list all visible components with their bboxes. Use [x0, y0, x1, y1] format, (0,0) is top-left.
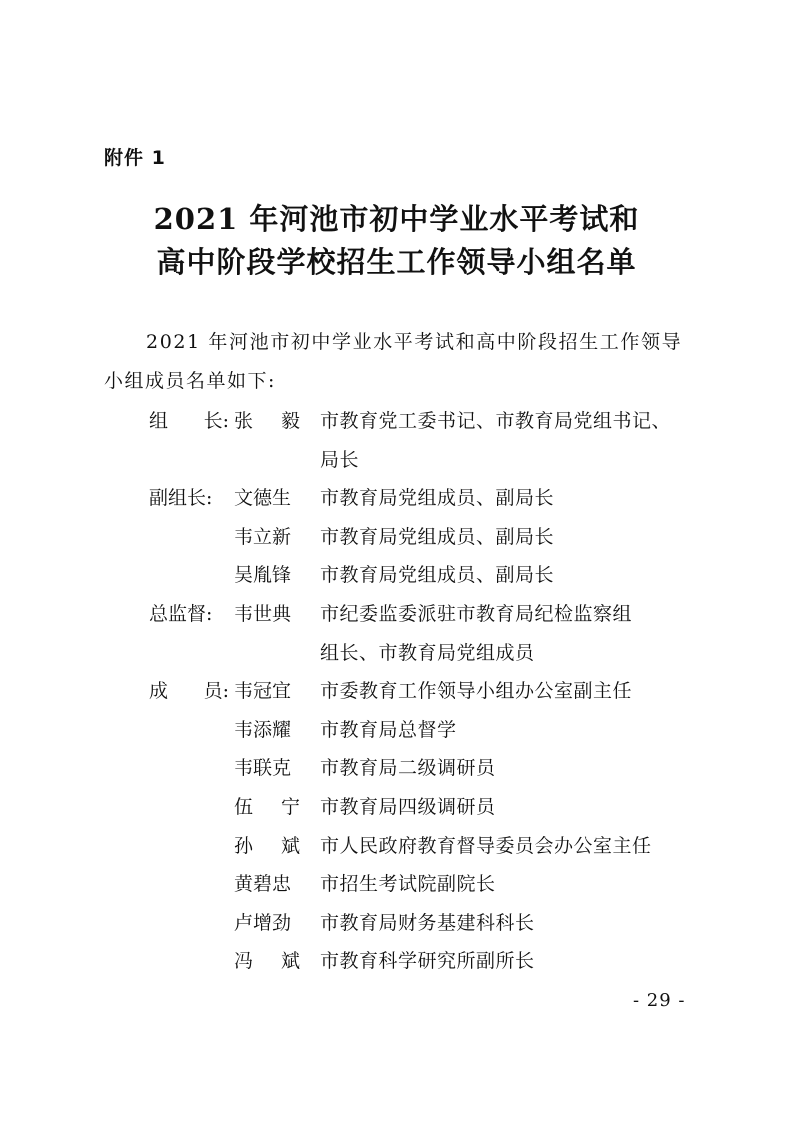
roster-person-name-text: 宁 [280, 796, 300, 818]
roster-duty: 市教育党工委书记、市教育局党组书记、 [320, 410, 672, 432]
roster-duty: 市教育局四级调研员 [320, 796, 496, 818]
roster-row [0, 792, 793, 822]
intro-paragraph-line-1: 2021 年河池市初中学业水平考试和高中阶段招生工作领导 [146, 331, 683, 353]
roster-person-name-text: 冯 [234, 950, 254, 972]
roster-duty: 市纪委监委派驻市教育局纪检监察组 [320, 603, 633, 625]
roster-row [0, 715, 793, 745]
roster-role [149, 676, 229, 703]
page-number: - 29 - [633, 990, 686, 1011]
roster-duty: 市教育局党组成员、副局长 [320, 487, 555, 509]
roster-role [149, 406, 229, 433]
attachment-label: 附件 1 [104, 147, 166, 169]
roster-person-name-text: 韦冠宜 [234, 680, 292, 702]
roster-row [0, 908, 793, 938]
roster-person-name [234, 522, 300, 549]
roster-person-name [234, 406, 300, 433]
roster-row [0, 831, 793, 861]
roster-person-name [234, 792, 300, 819]
roster-role [149, 483, 229, 510]
roster-person-name [234, 599, 300, 626]
roster-duty: 市人民政府教育督导委员会办公室主任 [320, 835, 652, 857]
roster-duty: 市教育局党组成员、副局长 [320, 564, 555, 586]
roster-role-text: 长: [203, 410, 229, 432]
roster-person-name-text: 毅 [280, 410, 300, 432]
roster-person-name-text: 黄碧忠 [234, 873, 292, 895]
roster-person-name-text: 吴胤锋 [234, 564, 292, 586]
roster-person-name-text: 韦添耀 [234, 719, 292, 741]
roster-person-name [234, 831, 300, 858]
roster-duty: 市教育局党组成员、副局长 [320, 526, 555, 548]
roster-duty: 市教育局二级调研员 [320, 757, 496, 779]
roster-person-name [234, 483, 300, 510]
roster-row [0, 560, 793, 590]
roster-person-name-text: 伍 [234, 796, 254, 818]
roster-row [0, 522, 793, 552]
intro-paragraph-line-2: 小组成员名单如下: [104, 370, 276, 392]
roster-role-text: 成 [149, 680, 169, 702]
roster-person-name-text: 孙 [234, 835, 254, 857]
roster-role-text: 副组长: [149, 487, 213, 509]
roster-role-text: 总监督: [149, 603, 213, 625]
roster-person-name [234, 676, 300, 703]
roster-person-name [234, 946, 300, 973]
roster-duty: 市招生考试院副院长 [320, 873, 496, 895]
roster-person-name [234, 869, 300, 896]
roster-person-name [234, 908, 300, 935]
roster-duty: 局长 [320, 449, 360, 471]
roster-duty: 组长、市教育局党组成员 [320, 642, 535, 664]
roster-row [0, 483, 793, 513]
roster-row [0, 599, 793, 629]
roster-duty: 市教育局总督学 [320, 719, 457, 741]
roster-duty: 市教育科学研究所副所长 [320, 950, 535, 972]
document-title-line-2: 高中阶段学校招生工作领导小组名单 [156, 245, 637, 279]
roster-person-name-text: 斌 [280, 950, 300, 972]
roster-person-name-text: 文德生 [234, 487, 292, 509]
roster-role [149, 599, 229, 626]
roster-person-name-text: 张 [234, 410, 254, 432]
roster-person-name [234, 560, 300, 587]
roster-person-name-text: 韦世典 [234, 603, 292, 625]
roster-row [0, 445, 793, 475]
roster-role-text: 员: [203, 680, 229, 702]
roster-person-name-text: 韦立新 [234, 526, 292, 548]
roster-row [0, 753, 793, 783]
roster-person-name-text: 韦联克 [234, 757, 292, 779]
document-title-line-1: 2021 年河池市初中学业水平考试和 [153, 202, 640, 236]
roster-row [0, 676, 793, 706]
roster-row [0, 638, 793, 668]
roster-duty: 市委教育工作领导小组办公室副主任 [320, 680, 633, 702]
roster-person-name [234, 753, 300, 780]
roster-role-text: 组 [149, 410, 169, 432]
roster-duty: 市教育局财务基建科科长 [320, 912, 535, 934]
roster-person-name-text: 卢增劲 [234, 912, 292, 934]
roster-row [0, 406, 793, 436]
roster-row [0, 869, 793, 899]
roster-row [0, 946, 793, 976]
roster-person-name [234, 715, 300, 742]
roster-person-name-text: 斌 [280, 835, 300, 857]
